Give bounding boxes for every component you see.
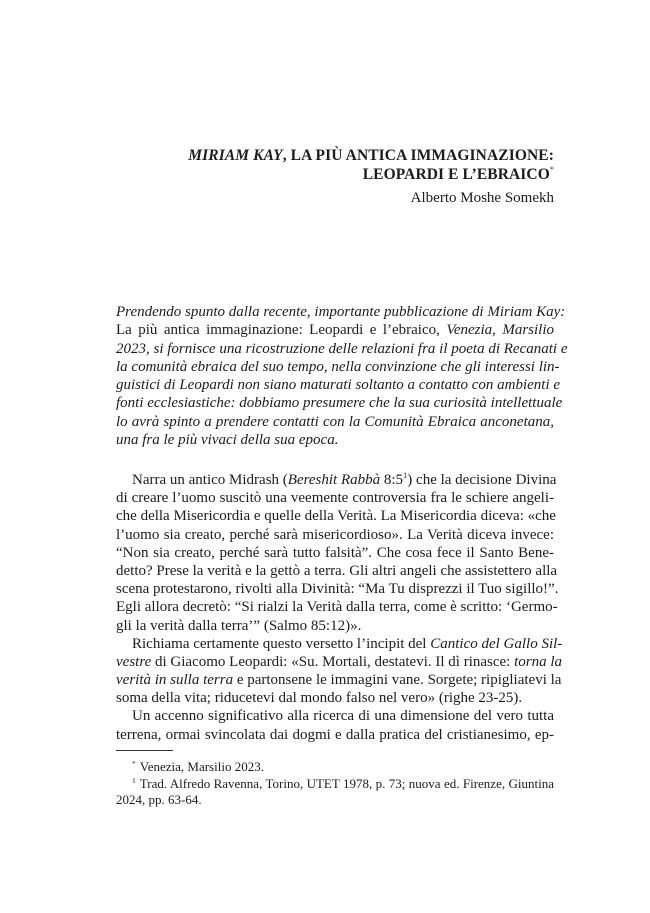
abstract-line: una fra le più vivaci della sua epoca. [116, 432, 339, 449]
abstract-line: guistici di Leopardi non siano maturati soltanto a contatto con ambienti e [116, 377, 561, 394]
footnote-1 [116, 776, 554, 793]
body-line [116, 671, 562, 689]
body-line: Un accenno significativo alla ricerca di una dimensione del vero tutta [132, 708, 554, 725]
footnote-1-continuation: 2024, pp. 63-64. [116, 792, 202, 807]
abstract-publisher: Venezia, Marsilio [439, 322, 555, 339]
title-italic-name: MIRIAM KAY [188, 147, 283, 164]
body-line: soma della vita; riducetevi dal mondo falso nel vero» (righe 23-25). [116, 690, 523, 707]
cantico-title: Cantico del Gallo Sil- [430, 635, 563, 652]
abstract-line: la comunità ebraica del suo tempo, nella convinzione che gli interessi lin- [116, 358, 560, 375]
footnote-text: Venezia, Marsilio 2023. [139, 759, 264, 774]
abstract-line: fonti ecclesiastiche: dobbiamo presumere che la sua curiosità intellettuale [116, 395, 563, 412]
body-line: che della Misericordia e quelle della Verità. La Misericordia diceva: «che [116, 508, 556, 525]
body-text-run: ) che la decisione Divina [407, 472, 557, 488]
body-line: terrena, ormai svincolata dai dogmi e dalla pratica del cristianesimo, ep- [116, 726, 554, 743]
body-line [116, 653, 563, 671]
quote-italic: verità in sulla terra [116, 672, 234, 689]
body-line: l’uomo sia creato, perché sarà misericordioso». La Verità diceva invece: [116, 526, 554, 543]
midrash-title: Bereshit Rabbà [287, 472, 381, 488]
abstract-line: 2023, si fornisce una ricostruzione delle relazioni fra il poeta di Recanati e [116, 340, 568, 357]
footnote-star [116, 759, 554, 776]
body-text-run: di Giacomo Leopardi: «Su. Mortali, destatevi. Il dì rinasce: [151, 653, 515, 670]
footnote-ref-1[interactable]: 1 [403, 470, 408, 480]
body-text [116, 470, 563, 744]
body-line: “Non sia creato, perché sarà tutto falsità”. Che cosa fece il Santo Bene- [116, 544, 554, 561]
body-line [116, 470, 557, 489]
quote-italic: torna la [514, 653, 563, 670]
body-line: di creare l’uomo suscitò una veemente controversia fra le schiere angeli- [116, 490, 554, 507]
body-text-run: e partonsene le immagini vane. Sorgete; ripigliatevi la [233, 672, 562, 689]
abstract [116, 303, 568, 449]
body-text-run: 8:5 [380, 472, 404, 488]
body-line: scena protestarono, rivolti alla Divinità: “Ma Tu disprezzi il Tuo sigillo!”. [116, 581, 559, 598]
body-text-run: Narra un antico Midrash ( [132, 472, 288, 488]
title-line-2-text: LEOPARDI E L’EBRAICO [362, 166, 550, 183]
footnotes [116, 759, 554, 809]
footnote-marker: 1 [132, 775, 136, 785]
title-line-2 [160, 165, 554, 184]
article-title [160, 146, 554, 184]
title-line-1-rest: , LA PIÙ ANTICA IMMAGINAZIONE: [282, 147, 554, 164]
body-line: gli la verità dalla terra’” (Salmo 85:12)». [116, 617, 362, 634]
footnote-divider [116, 750, 173, 751]
abstract-line: Prendendo spunto dalla recente, importante pubblicazione di Miriam Kay: [116, 304, 566, 320]
footnote-text: Trad. Alfredo Ravenna, Torino, UTET 1978, p. 73; nuova ed. Firenze, Giuntina [139, 775, 554, 791]
author-name: Alberto Moshe Somekh [410, 190, 554, 206]
title-line-1 [160, 146, 554, 165]
cantico-title-end: vestre [116, 653, 152, 670]
body-line: Egli allora decretò: “Si rialzi la Verità dalla terra, come è scritto: ‘Germo- [116, 599, 558, 616]
footnote-marker: * [132, 759, 136, 768]
title-note-marker[interactable]: * [549, 165, 554, 174]
body-text-run: Richiama certamente questo versetto l’incipit del [132, 635, 431, 652]
abstract-line: lo avrà spinto a prendere contatti con la Comunità Ebraica anconetana, [116, 413, 554, 430]
body-line: detto? Prese la verità e la gettò a terra. Gli altri angeli che assistettero alla [116, 562, 558, 579]
abstract-book-title: La più antica immaginazione: Leopardi e l’ebraico, [116, 322, 440, 339]
abstract-line [116, 321, 554, 339]
body-line [116, 635, 563, 653]
